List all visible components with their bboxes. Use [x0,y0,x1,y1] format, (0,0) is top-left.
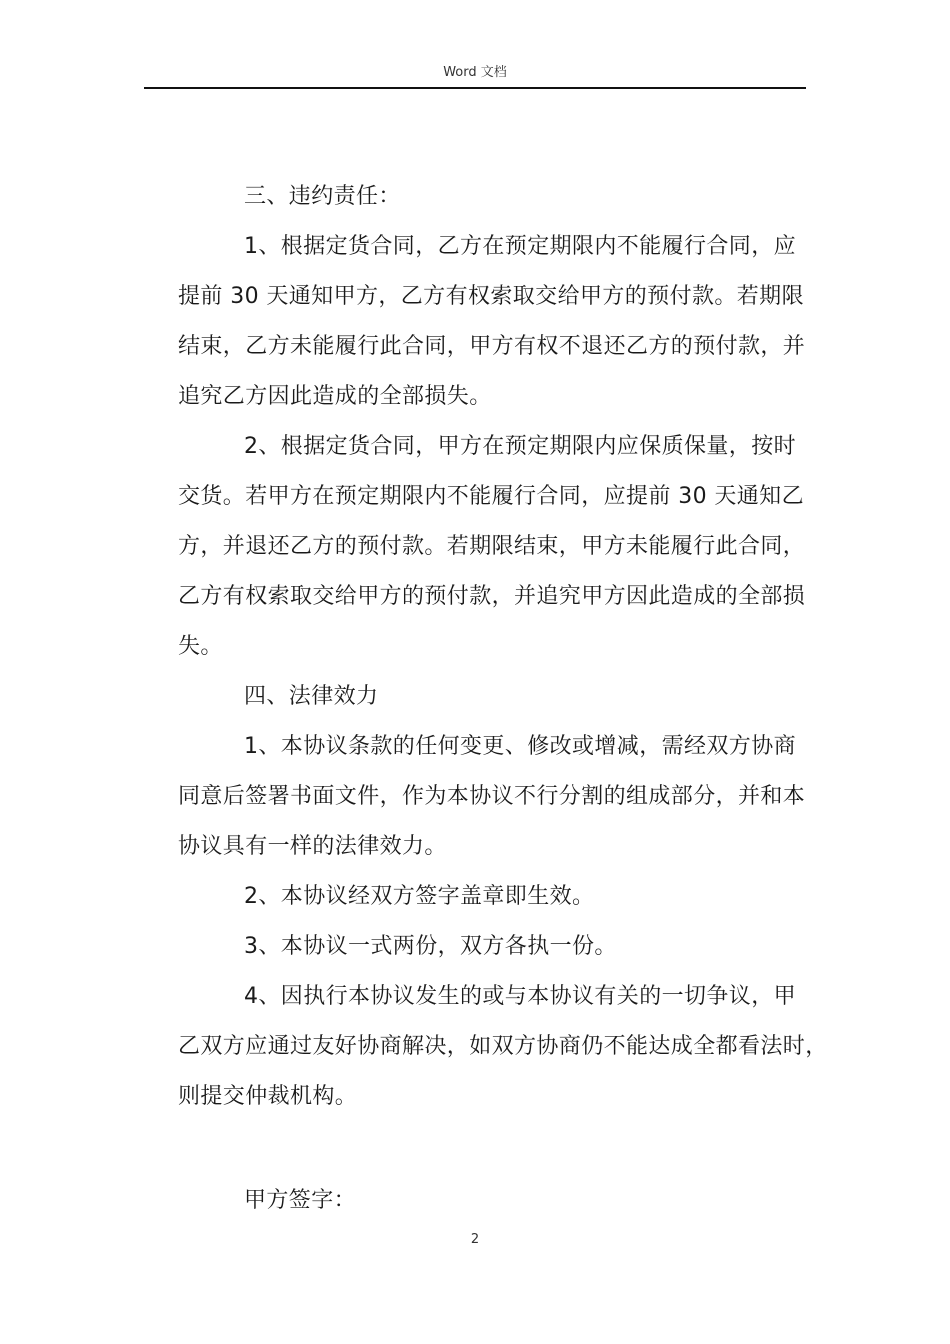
legal-clause-1-line-2: 同意后签署书面文件，作为本协议不行分割的组成部分，并和本 [178,784,806,809]
page-header: Word 文档 [443,65,507,80]
legal-clause-2: 2、本协议经双方签字盖章即生效。 [244,884,595,909]
legal-clause-4-line-2: 乙双方应通过友好协商解决，如双方协商仍不能达成全都看法时， [178,1034,828,1059]
document-body [178,172,828,1226]
breach-clause-2-line-5: 失。 [178,634,223,659]
breach-clause-2-line-4: 乙方有权索取交给甲方的预付款，并追究甲方因此造成的全部损 [178,584,806,609]
party-a-signature-label: 甲方签字： [244,1188,357,1213]
legal-clause-4-line-1: 4、因执行本协议发生的或与本协议有关的一切争议，甲 [244,984,796,1009]
section-heading-legal-effect: 四、法律效力 [244,684,379,709]
breach-clause-1-line-1: 1、根据定货合同，乙方在预定期限内不能履行合同，应 [244,234,796,259]
breach-clause-1-line-3: 结束，乙方未能履行此合同，甲方有权不退还乙方的预付款，并 [178,334,806,359]
legal-clause-4-line-3: 则提交仲裁机构。 [178,1084,358,1109]
section-heading-breach: 三、违约责任： [244,184,401,209]
legal-clause-1-line-1: 1、本协议条款的任何变更、修改或增减，需经双方协商 [244,734,796,759]
signature-spacer [178,1122,818,1176]
breach-clause-2-line-2: 交货。若甲方在预定期限内不能履行合同，应提前 30 天通知乙 [178,484,804,509]
breach-clause-2-line-3: 方，并退还乙方的预付款。若期限结束，甲方未能履行此合同， [178,534,806,559]
legal-clause-3: 3、本协议一式两份，双方各执一份。 [244,934,617,959]
breach-clause-1-line-4: 追究乙方因此造成的全部损失。 [178,384,492,409]
page-number: 2 [470,1232,480,1247]
header-rule [144,87,806,89]
breach-clause-1-line-2: 提前 30 天通知甲方，乙方有权索取交给甲方的预付款。若期限 [178,284,804,309]
legal-clause-1-line-3: 协议具有一样的法律效力。 [178,834,447,859]
breach-clause-2-line-1: 2、根据定货合同，甲方在预定期限内应保质保量，按时 [244,434,796,459]
